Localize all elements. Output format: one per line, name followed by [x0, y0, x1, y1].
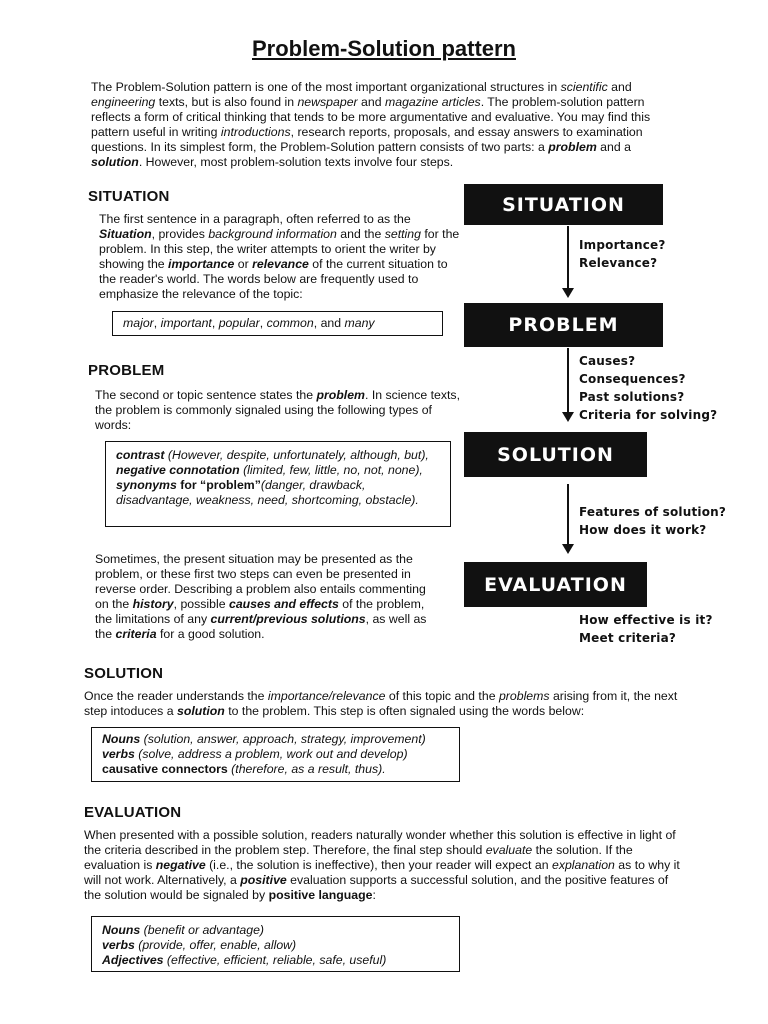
- problem-heading: PROBLEM: [88, 362, 165, 379]
- flow-arrow-3: [567, 484, 569, 546]
- situation-word-box: major, important, popular, common, and many: [112, 311, 443, 336]
- flow-evaluation-box: EVALUATION: [464, 562, 647, 607]
- problem-paragraph: The second or topic sentence states the problem. In science texts, the problem is commonly signaled using the following types of words:: [95, 388, 461, 432]
- flow-arrow-2: [567, 348, 569, 414]
- solution-heading: SOLUTION: [84, 665, 164, 682]
- solution-word-box: [91, 727, 460, 782]
- solution-box-line-1: Nouns (solution, answer, approach, strategy, improvement): [102, 732, 426, 746]
- flow-evaluation-questions: How effective is it? Meet criteria?: [579, 613, 713, 645]
- page-title: Problem-Solution pattern: [252, 36, 516, 61]
- flow-arrow-1: [567, 226, 569, 290]
- evaluation-paragraph: When presented with a possible solution, readers naturally wonder whether this solution is effective in light of the criteria described in the problem step. Therefore, the final step should evaluate the solution. If the evaluation is negative (i.e., the solution is ineffective), then your reader will expect an explanation as to why it will not work. Alternatively, a positive evaluation supports a successful solution, and the positive features of the solution would be signaled by positive language:: [84, 828, 680, 902]
- evaluation-box-line-3: Adjectives (effective, efficient, reliable, safe, useful): [102, 953, 387, 967]
- flow-solution-questions: Features of solution? How does it work?: [579, 505, 727, 537]
- solution-box-line-2: verbs (solve, address a problem, work out and develop): [102, 747, 408, 761]
- evaluation-word-box: [91, 916, 460, 972]
- flow-situation-questions: Importance? Relevance?: [579, 238, 666, 270]
- problem-paragraph-2: Sometimes, the present situation may be presented as the problem, or these first two steps can even be presented in reverse order. Describing a problem also entails commenting on the history, possible causes and effects of the problem, the limitations of any current/previous solutions, as well as the criteria for a good solution.: [95, 552, 427, 641]
- problem-box-line-1: contrast (However, despite, unfortunately, although, but),: [116, 448, 429, 462]
- flow-problem-questions: Causes? Consequences? Past solutions? Criteria for solving?: [579, 354, 718, 422]
- solution-paragraph: Once the reader understands the importance/relevance of this topic and the problems arising from it, the next step intoduces a solution to the problem. This step is often signaled using the words below:: [84, 689, 678, 718]
- flow-problem-box: PROBLEM: [464, 303, 663, 347]
- evaluation-box-line-1: Nouns (benefit or advantage): [102, 923, 264, 937]
- problem-word-box: [105, 441, 451, 527]
- intro-paragraph: The Problem-Solution pattern is one of the most important organizational structures in scientific and engineering texts, but is also found in newspaper and magazine articles. The problem-solution pattern reflects a form of critical thinking that tends to be more argumentative and evaluative. You may find this pattern useful in writing introductions, research reports, proposals, and essay answers to examination questions. In its simplest form, the Problem-Solution pattern consists of two parts: a problem and a solution. However, most problem-solution texts involve four steps.: [91, 80, 651, 169]
- solution-box-line-3: causative connectors (therefore, as a result, thus).: [102, 762, 386, 776]
- situation-paragraph: The first sentence in a paragraph, often referred to as the Situation, provides background information and the setting for the problem. In this step, the writer attempts to orient the writer by showing the importance or relevance of the current situation to the reader's world. The words below are frequently used to emphasize the relevance of the topic:: [99, 212, 460, 301]
- problem-box-line-3: synonyms for “problem”(danger, drawback, disadvantage, weakness, need, shortcoming, obstacle).: [116, 478, 419, 507]
- flow-situation-box: SITUATION: [464, 184, 663, 225]
- flow-solution-box: SOLUTION: [464, 432, 647, 477]
- evaluation-box-line-2: verbs (provide, offer, enable, allow): [102, 938, 297, 952]
- problem-box-line-2: negative connotation (limited, few, little, no, not, none),: [116, 463, 423, 477]
- situation-heading: SITUATION: [88, 188, 170, 205]
- evaluation-heading: EVALUATION: [84, 804, 182, 821]
